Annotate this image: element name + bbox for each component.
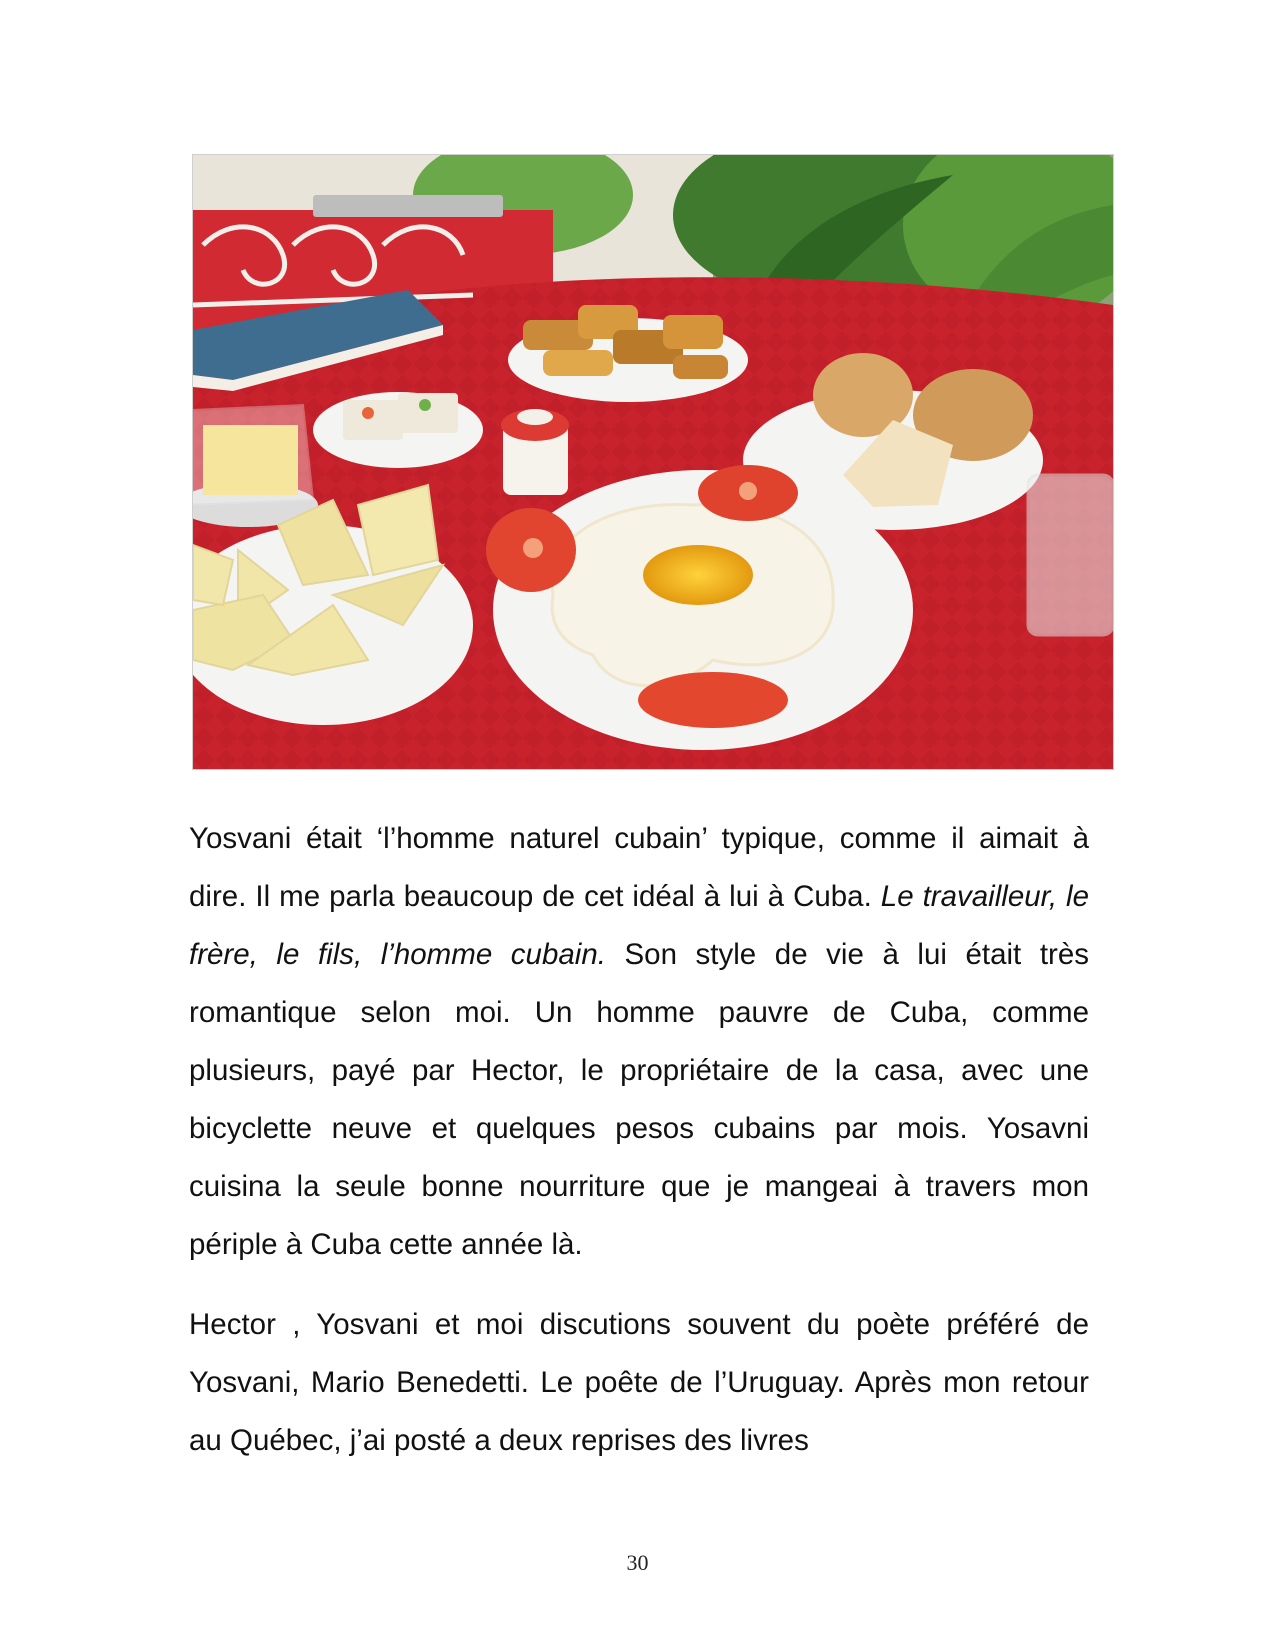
egg-yolk: [643, 545, 753, 605]
paragraph-2: Hector , Yosvani et moi discutions souvent du poète préféré de Yosvani, Mario Benedetti. Le poête de l’Uruguay. Après mon retour au Québec, j’ai posté a deux reprises des livres: [189, 1308, 1089, 1457]
salt-shaker-cap-top: [517, 409, 553, 425]
paragraph-1-text-b: Son style de vie à lui était très romantique selon moi. Un homme pauvre de Cuba, comme plusieurs, payé par Hector, le propriétaire de la casa, avec une bicyclette neuve et quelques pesos cubains par mois. Yosavni cuisina la seule bonne nourriture que je mangeai à travers mon périple à Cuba cette année là.: [189, 938, 1089, 1261]
paragraph-1: [189, 810, 1089, 1274]
tray: [313, 195, 503, 217]
butter-dish-dome: [193, 405, 313, 505]
tomato-slice-3: [638, 672, 788, 728]
paragraph-1-italic: Le travailleur, le frère, le fils, l’homme cubain.: [189, 880, 1089, 971]
jam-packet-2: [398, 393, 458, 433]
jam-label-2: [419, 399, 431, 411]
body-text: [189, 810, 1089, 1492]
jam-label-1: [362, 407, 374, 419]
breakfast-photo: [192, 154, 1114, 770]
paragraph-1-text-a: Yosvani était ‘l’homme naturel cubain’ typique, comme il aimait à dire. Il me parla beaucoup de cet idéal à lui à Cuba.: [189, 822, 1089, 913]
jam-packet-1: [343, 400, 403, 440]
breakfast-table-illustration: [193, 155, 1113, 769]
page-number: 30: [626, 1550, 649, 1575]
water-glass: [1028, 475, 1113, 635]
